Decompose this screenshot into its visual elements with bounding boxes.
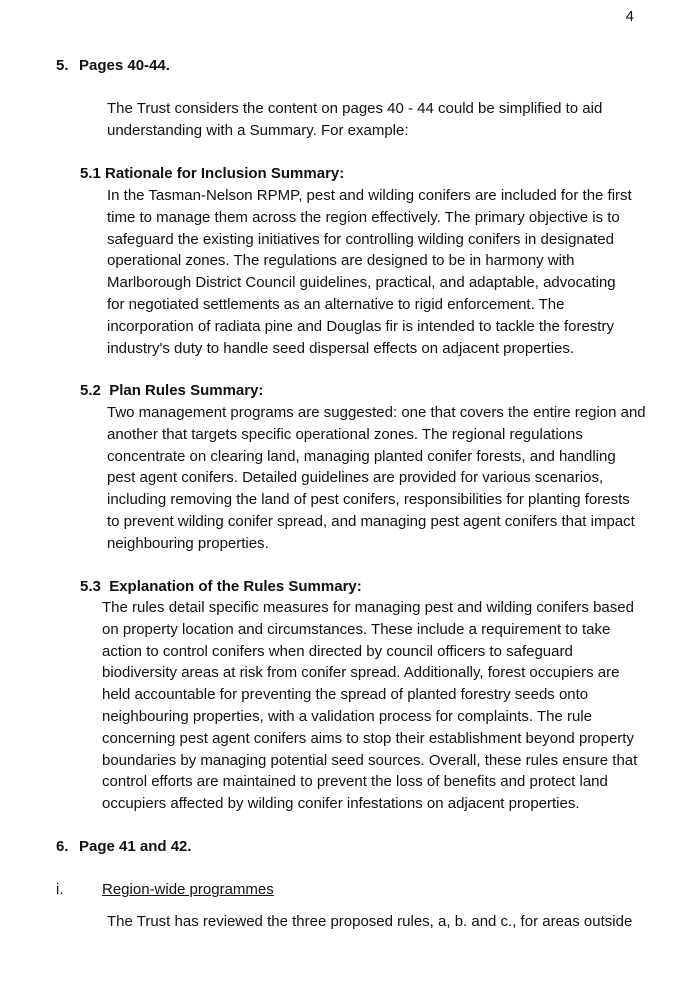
text-line: In the Tasman-Nelson RPMP, pest and wilding conifers are included for the first	[107, 187, 632, 204]
section-5-3-heading	[80, 576, 362, 598]
text-line: incorporation of radiata pine and Douglas fir is intended to tackle the forestry	[107, 317, 614, 335]
text-line: safeguard the existing initiatives for controlling wilding conifers in designated	[107, 230, 614, 248]
text-line: boundaries by managing potential seed sources. Overall, these rules ensure that	[102, 751, 638, 769]
text-line: control efforts are maintained to prevent the loss of benefits and protect land	[102, 773, 608, 791]
section-6-body	[107, 911, 632, 933]
section-5-1-heading	[80, 163, 344, 185]
section-number: 5.2	[80, 382, 101, 399]
section-6-heading	[56, 836, 192, 858]
text-line: pest agent conifers. Detailed guidelines are provided for various scenarios,	[107, 469, 604, 487]
text-line: on property location and circumstances. These include a requirement to take	[102, 620, 611, 638]
subsection-i-heading	[56, 879, 274, 901]
text-line: Marlborough District Council guidelines, practical, and adaptable, advocating	[107, 274, 616, 292]
section-number: 5.3	[80, 578, 101, 595]
text-line: Two management programs are suggested: one that covers the entire region and	[107, 404, 646, 421]
intro-paragraph	[107, 98, 602, 142]
text-line: action to control conifers when directed by council officers to safeguard	[102, 642, 573, 660]
text-line: time to manage them across the region effectively. The primary objective is to	[107, 208, 620, 226]
section-5-heading	[56, 55, 170, 77]
text-line: The Trust has reviewed the three proposed rules, a, b. and c., for areas outside	[107, 913, 633, 930]
section-5-2-heading	[80, 380, 263, 402]
text-line: to prevent wilding conifer spread, and managing pest agent conifers that impact	[107, 512, 635, 530]
text-line: neighbouring properties.	[107, 534, 269, 552]
text-line: The rules detail specific measures for managing pest and wilding conifers based	[102, 599, 634, 616]
text-line: neighbouring properties, with a validation process for complaints. The rule	[102, 707, 592, 725]
text-line: concentrate on clearing land, managing planted conifer forests, and handling	[107, 447, 616, 465]
text-line: operational zones. The regulations are designed to be in harmony with	[107, 252, 575, 270]
section-5-1-body	[107, 185, 632, 359]
subsection-number: i.	[56, 881, 64, 898]
text-line: another that targets specific operational zones. The regional regulations	[107, 425, 583, 443]
section-number: 5.1	[80, 165, 101, 182]
text-line: understanding with a Summary. For example:	[107, 121, 409, 139]
section-number: 6.	[56, 838, 69, 855]
section-5-3-body	[102, 597, 637, 815]
section-5-2-body	[107, 402, 646, 555]
text-line: occupiers affected by wilding conifer infestations on adjacent properties.	[102, 795, 580, 813]
text-line: biodiversity areas at risk from conifer spread. Additionally, forest occupiers are	[102, 664, 620, 682]
section-title: Page 41 and 42.	[79, 838, 192, 855]
text-line: held accountable for preventing the spread of planted forestry seeds onto	[102, 686, 589, 704]
text-line: The Trust considers the content on pages 40 - 44 could be simplified to aid	[107, 100, 603, 117]
section-title: Plan Rules Summary:	[109, 382, 264, 399]
text-line: including removing the land of pest conifers, responsibilities for planting forests	[107, 491, 630, 509]
section-title: Explanation of the Rules Summary:	[109, 578, 362, 595]
text-line: for negotiated settlements as an alternative to rigid enforcement. The	[107, 295, 565, 313]
subsection-title: Region-wide programmes	[102, 881, 274, 898]
text-line: concerning pest agent conifers aims to stop their establishment beyond property	[102, 729, 634, 747]
section-title: Pages 40-44.	[79, 57, 170, 74]
section-number: 5.	[56, 57, 69, 74]
page-number: 4	[625, 8, 634, 25]
text-line: industry's duty to handle seed dispersal effects on adjacent properties.	[107, 339, 575, 357]
section-title: Rationale for Inclusion Summary:	[105, 165, 345, 182]
